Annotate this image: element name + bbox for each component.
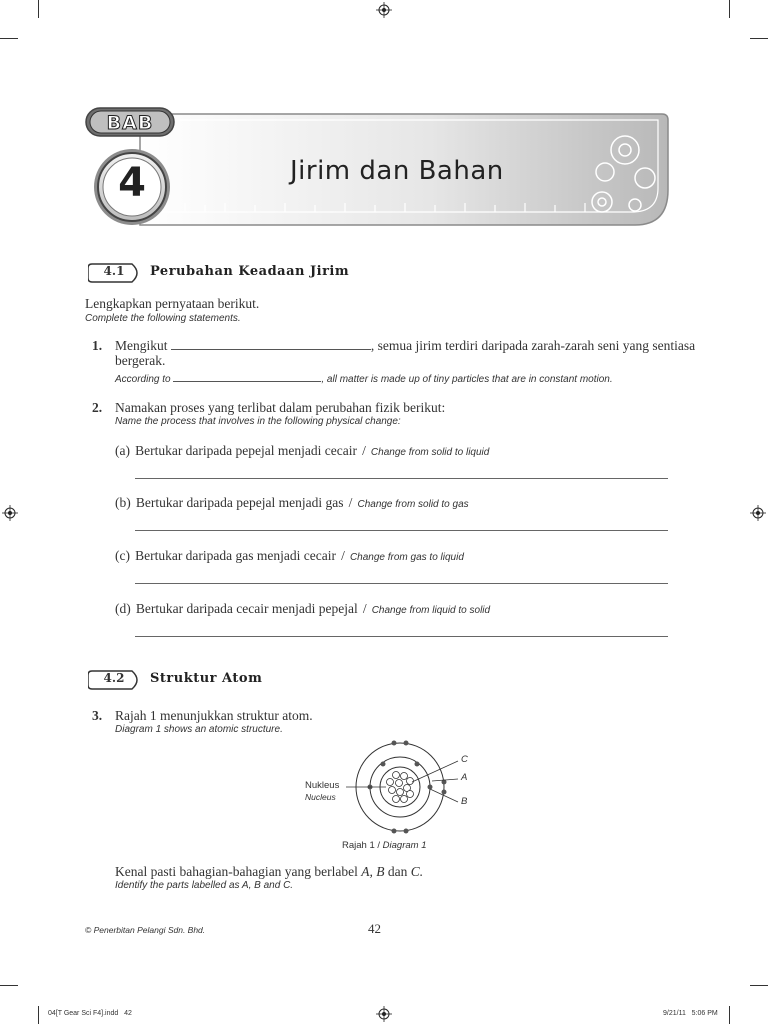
part-label: (c)	[115, 548, 130, 563]
part-text: Bertukar daripada pepejal menjadi cecair	[135, 443, 357, 458]
question-number: 3.	[92, 708, 103, 723]
crop-mark	[750, 38, 768, 39]
followup-c: C.	[410, 864, 424, 879]
question-3-en: Diagram 1 shows an atomic structure.	[115, 724, 283, 735]
section-title: Struktur Atom	[150, 671, 263, 686]
chapter-number: 4	[118, 160, 146, 206]
question-3-text: Rajah 1 menunjukkan struktur atom.	[115, 708, 313, 723]
section-number: 4.2	[103, 671, 125, 685]
answer-line-d[interactable]	[135, 636, 668, 637]
instruction: Lengkapkan pernyataan berikut.	[85, 296, 260, 311]
followup-text	[115, 864, 423, 880]
question-2-text: Namakan proses yang terlibat dalam perubahan fizik berikut:	[115, 400, 446, 415]
part-text: Bertukar daripada cecair menjadi pepejal	[135, 601, 358, 616]
part-label: (a)	[115, 443, 130, 458]
followup-a: A,	[361, 864, 373, 879]
answer-line-a[interactable]	[135, 478, 668, 479]
instruction-en: Complete the following statements.	[85, 313, 241, 324]
crop-mark	[38, 1006, 39, 1024]
separator: /	[362, 601, 367, 616]
caption-text: Rajah 1 /	[342, 840, 381, 851]
q2-part-c	[115, 545, 464, 564]
label-a: A	[461, 772, 468, 783]
diagram-caption	[342, 840, 427, 851]
part-text-en: Change from solid to gas	[357, 499, 469, 510]
registration-mark-icon	[750, 505, 766, 521]
crop-mark	[0, 985, 18, 986]
question-number: 2.	[92, 400, 103, 415]
question-2-en: Name the process that involves in the following physical change:	[115, 416, 401, 427]
crop-mark	[38, 0, 39, 18]
q1-blank[interactable]	[171, 349, 371, 350]
file-name: 04[T Gear Sci F4].indd 42	[48, 1010, 132, 1017]
registration-mark-icon	[376, 2, 392, 18]
q1-en	[115, 374, 613, 385]
copyright: © Penerbitan Pelangi Sdn. Bhd.	[85, 925, 206, 935]
q1-continued: bergerak.	[115, 353, 166, 368]
part-text: Bertukar daripada pepejal menjadi gas	[135, 495, 344, 510]
followup-b: B	[376, 864, 385, 879]
label-nucleus: Nukleus	[305, 780, 340, 791]
followup-dan: dan	[387, 864, 408, 879]
registration-mark-icon	[2, 505, 18, 521]
chapter-badge: BAB	[106, 112, 154, 134]
file-datetime: 9/21/11 5:06 PM	[663, 1010, 718, 1017]
question-number: 1.	[92, 338, 103, 353]
q1-en-after: , all matter is made up of tiny particles that are in constant motion.	[321, 374, 613, 385]
q2-part-d	[115, 598, 490, 617]
caption-text-en: Diagram 1	[382, 840, 427, 851]
crop-mark	[729, 0, 730, 18]
q1-before: Mengikut	[115, 338, 168, 353]
q2-part-b	[115, 492, 469, 511]
part-label: (b)	[115, 495, 131, 510]
label-b: B	[461, 796, 468, 807]
part-label: (d)	[115, 601, 131, 616]
crop-mark	[750, 985, 768, 986]
q1-en-blank[interactable]	[173, 381, 321, 382]
answer-line-c[interactable]	[135, 583, 668, 584]
registration-mark-icon	[376, 1006, 392, 1022]
question-1-text	[115, 338, 695, 354]
part-text-en: Change from solid to liquid	[370, 447, 490, 458]
part-text: Bertukar daripada gas menjadi cecair	[135, 548, 336, 563]
followup-before: Kenal pasti bahagian-bahagian yang berlabel	[115, 864, 358, 879]
separator: /	[348, 495, 353, 510]
q2-part-a	[115, 440, 489, 459]
page-number: 42	[368, 921, 381, 936]
crop-mark	[729, 1006, 730, 1024]
separator: /	[341, 548, 345, 563]
section-title: Perubahan Keadaan Jirim	[150, 264, 350, 279]
q1-en-before: According to	[115, 374, 171, 385]
chapter-title: Jirim dan Bahan	[290, 156, 504, 186]
label-c: C	[461, 754, 468, 765]
crop-mark	[0, 38, 18, 39]
nucleus-particles	[387, 772, 414, 803]
separator: /	[362, 443, 366, 458]
part-text-en: Change from liquid to solid	[371, 605, 491, 616]
label-nucleus-en: Nucleus	[305, 792, 336, 802]
part-text-en: Change from gas to liquid	[349, 552, 464, 563]
answer-line-b[interactable]	[135, 530, 668, 531]
section-number: 4.1	[103, 264, 125, 278]
q1-after: , semua jirim terdiri daripada zarah-zarah seni yang sentiasa	[370, 338, 696, 353]
followup-en: Identify the parts labelled as A, B and C.	[115, 880, 294, 891]
